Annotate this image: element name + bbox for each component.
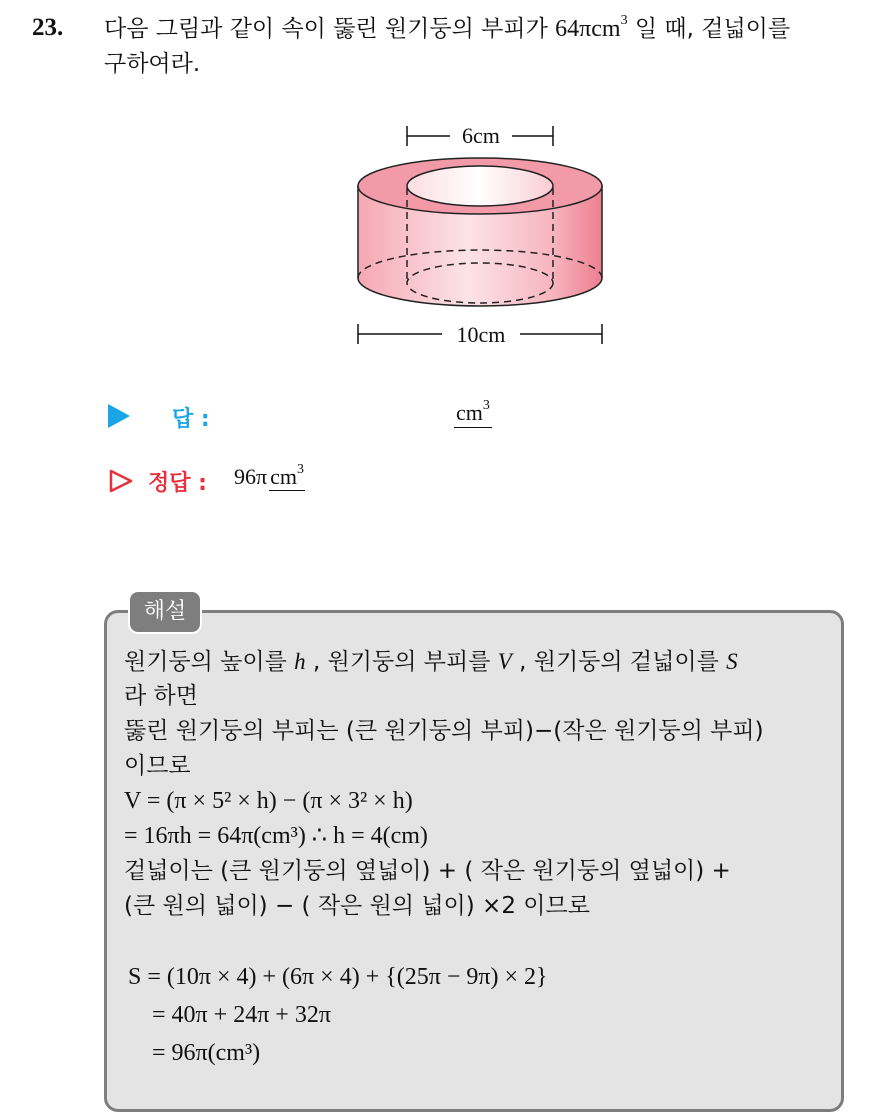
- bottom-dimension-label: 10cm: [456, 322, 506, 347]
- hollow-triangle-icon: [108, 468, 134, 494]
- explanation-tag: 해설: [128, 590, 202, 634]
- explanation-text: [124, 644, 830, 924]
- surface-area-equations: [128, 958, 548, 1072]
- question-text-after: 일 때, 겉넓이를: [627, 16, 791, 42]
- exp-var-v: V: [497, 649, 512, 674]
- exp-line1-a: 원기둥의 높이를: [124, 649, 295, 675]
- answer-row: [108, 397, 608, 436]
- answer-blank[interactable]: [454, 397, 492, 428]
- question-volume-value: 64π: [555, 16, 592, 42]
- question-number: 23.: [32, 14, 64, 41]
- question-text: [104, 12, 874, 82]
- exp-var-h: h: [294, 649, 306, 674]
- question-line-1: [104, 12, 874, 47]
- top-dimension: [407, 123, 553, 148]
- top-dimension-label: 6cm: [462, 123, 500, 148]
- inner-top-ellipse: [407, 166, 553, 206]
- exp-line1-b: , 원기둥의 부피를: [305, 649, 498, 675]
- correct-answer-row: [108, 461, 608, 500]
- explanation-line-1: [124, 644, 830, 679]
- question-unit: cm: [591, 16, 621, 42]
- correct-answer-label: 정답 :: [148, 471, 207, 496]
- answer-unit: cm: [456, 400, 483, 425]
- question-unit-exp: 3: [620, 13, 628, 28]
- answer-label: 답 :: [172, 407, 210, 432]
- explanation-line-3: 뚫린 원기둥의 부피는 (큰 원기둥의 부피)−(작은 원기둥의 부피): [124, 718, 764, 744]
- explanation-eq-2: = 16πh = 64π(cm³) ∴ h = 4(cm): [124, 823, 428, 849]
- exp-line1-c: , 원기둥의 겉넓이를: [511, 649, 727, 675]
- explanation-eq-4: = 40π + 24π + 32π: [152, 1002, 331, 1028]
- correct-answer-unit-exp: 3: [297, 461, 304, 477]
- explanation-line-7: 겉넓이는 (큰 원기둥의 옆넓이) + ( 작은 원기둥의 옆넓이) +: [124, 858, 731, 884]
- question-line-2: 구하여라.: [104, 51, 201, 77]
- hollow-cylinder-figure: [350, 118, 620, 358]
- explanation-eq-3: S = (10π × 4) + (6π × 4) + {(25π − 9π) × 2}: [128, 964, 548, 990]
- explanation-line-2: 라 하면: [124, 683, 198, 709]
- bottom-dimension: [358, 322, 602, 347]
- answer-unit-exp: 3: [482, 397, 490, 413]
- explanation-line-8: (큰 원의 넓이) − ( 작은 원의 넓이) ×2 이므로: [124, 893, 590, 919]
- exp-var-s: S: [726, 649, 738, 674]
- explanation-line-4: 이므로: [124, 753, 191, 779]
- explanation-eq-1: V = (π × 5² × h) − (π × 3² × h): [124, 788, 413, 814]
- answer-arrow-icon: [108, 404, 130, 428]
- question-text-before: 다음 그림과 같이 속이 뚫린 원기둥의 부피가: [104, 16, 556, 42]
- question-volume: [555, 13, 628, 42]
- correct-answer-unit-base: cm: [270, 464, 297, 489]
- correct-answer-unit: [269, 461, 305, 491]
- correct-answer-number: 96π: [234, 464, 268, 489]
- explanation-eq-5: = 96π(cm³): [152, 1040, 261, 1066]
- correct-answer-value: [234, 461, 305, 490]
